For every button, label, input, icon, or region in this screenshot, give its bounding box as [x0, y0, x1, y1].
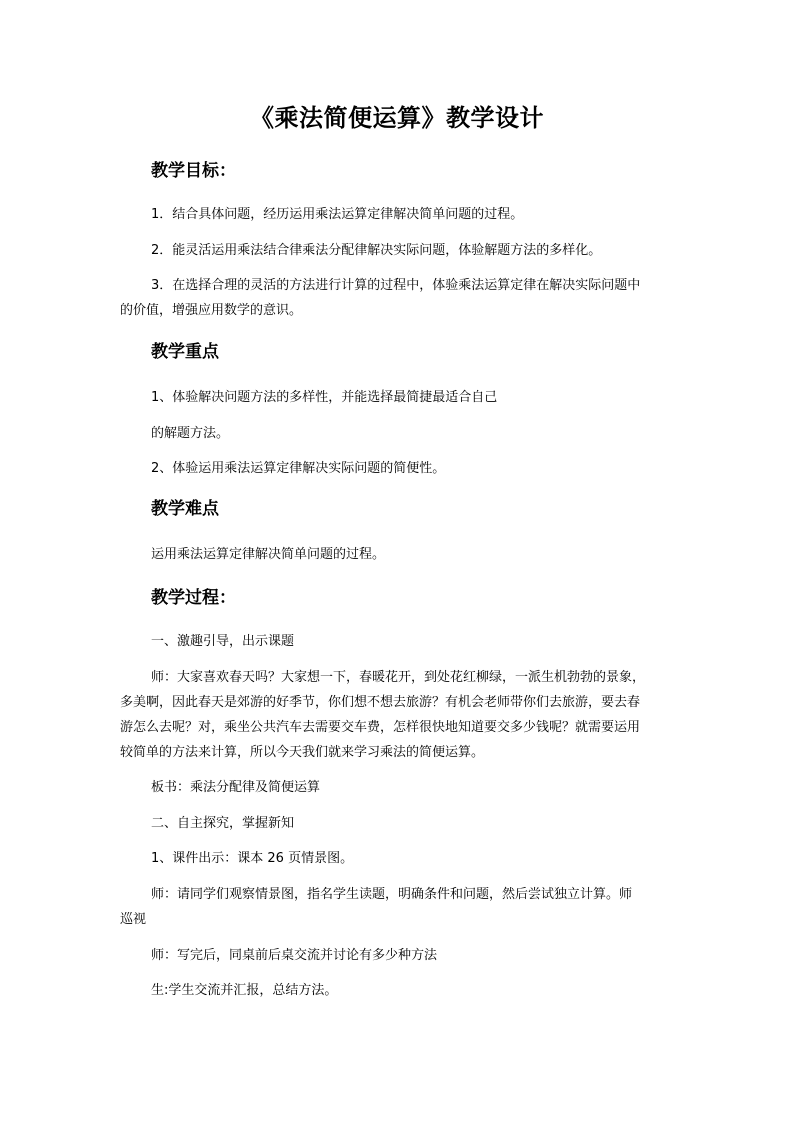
process-heading: 教学过程： [151, 588, 236, 608]
key-points-line: 1、体验解决问题方法的多样性，并能选择最简捷最适合自己 [151, 390, 498, 405]
objectives-line: 1．结合具体问题，经历运用乘法运算定律解决简单问题的过程。 [151, 207, 524, 222]
objectives-line: 的价值，增强应用数学的意识。 [120, 303, 303, 318]
process-line: 多美啊，因此春天是郊游的好季节，你们想不想去旅游？有机会老师带你们去旅游，要去春 [120, 695, 641, 710]
process-line: 师：请同学们观察情景图，指名学生读题，明确条件和问题，然后尝试独立计算。师 [151, 887, 633, 902]
process-line: 较简单的方法来计算，所以今天我们就来学习乘法的简便运算。 [120, 745, 485, 760]
process-line: 巡视 [120, 912, 147, 927]
objectives-heading: 教学目标： [151, 161, 236, 181]
key-points-heading: 教学重点 [151, 342, 219, 362]
process-line: 一、激趣引导，出示课题 [151, 634, 295, 649]
process-line: 师：大家喜欢春天吗？大家想一下，春暖花开，到处花红柳绿，一派生机勃勃的景象， [151, 670, 646, 685]
objectives-line: 2．能灵活运用乘法结合律乘法分配律解决实际问题，体验解题方法的多样化。 [151, 243, 602, 258]
process-line: 板书：乘法分配律及简便运算 [151, 780, 321, 795]
key-points-line: 2、体验运用乘法运算定律解决实际问题的简便性。 [151, 461, 446, 476]
process-line: 游怎么去呢？对，乘坐公共汽车去需要交车费，怎样很快地知道要交多少钱呢？就需要运用 [120, 720, 641, 735]
process-line: 1、课件出示：课本 26 页情景图。 [151, 851, 354, 866]
difficulties-line: 运用乘法运算定律解决简单问题的过程。 [151, 547, 386, 562]
difficulties-heading: 教学难点 [151, 499, 219, 519]
process-line: 师：写完后，同桌前后桌交流并讨论有多少种方法 [151, 948, 438, 963]
key-points-line: 的解题方法。 [151, 426, 230, 441]
process-line: 生:学生交流并汇报，总结方法。 [151, 983, 338, 998]
process-line: 二、自主探究，掌握新知 [151, 816, 295, 831]
document-title: 《乘法简便运算》教学设计 [250, 103, 544, 132]
objectives-line: 3．在选择合理的灵活的方法进行计算的过程中，体验乘法运算定律在解决实际问题中 [151, 278, 641, 293]
